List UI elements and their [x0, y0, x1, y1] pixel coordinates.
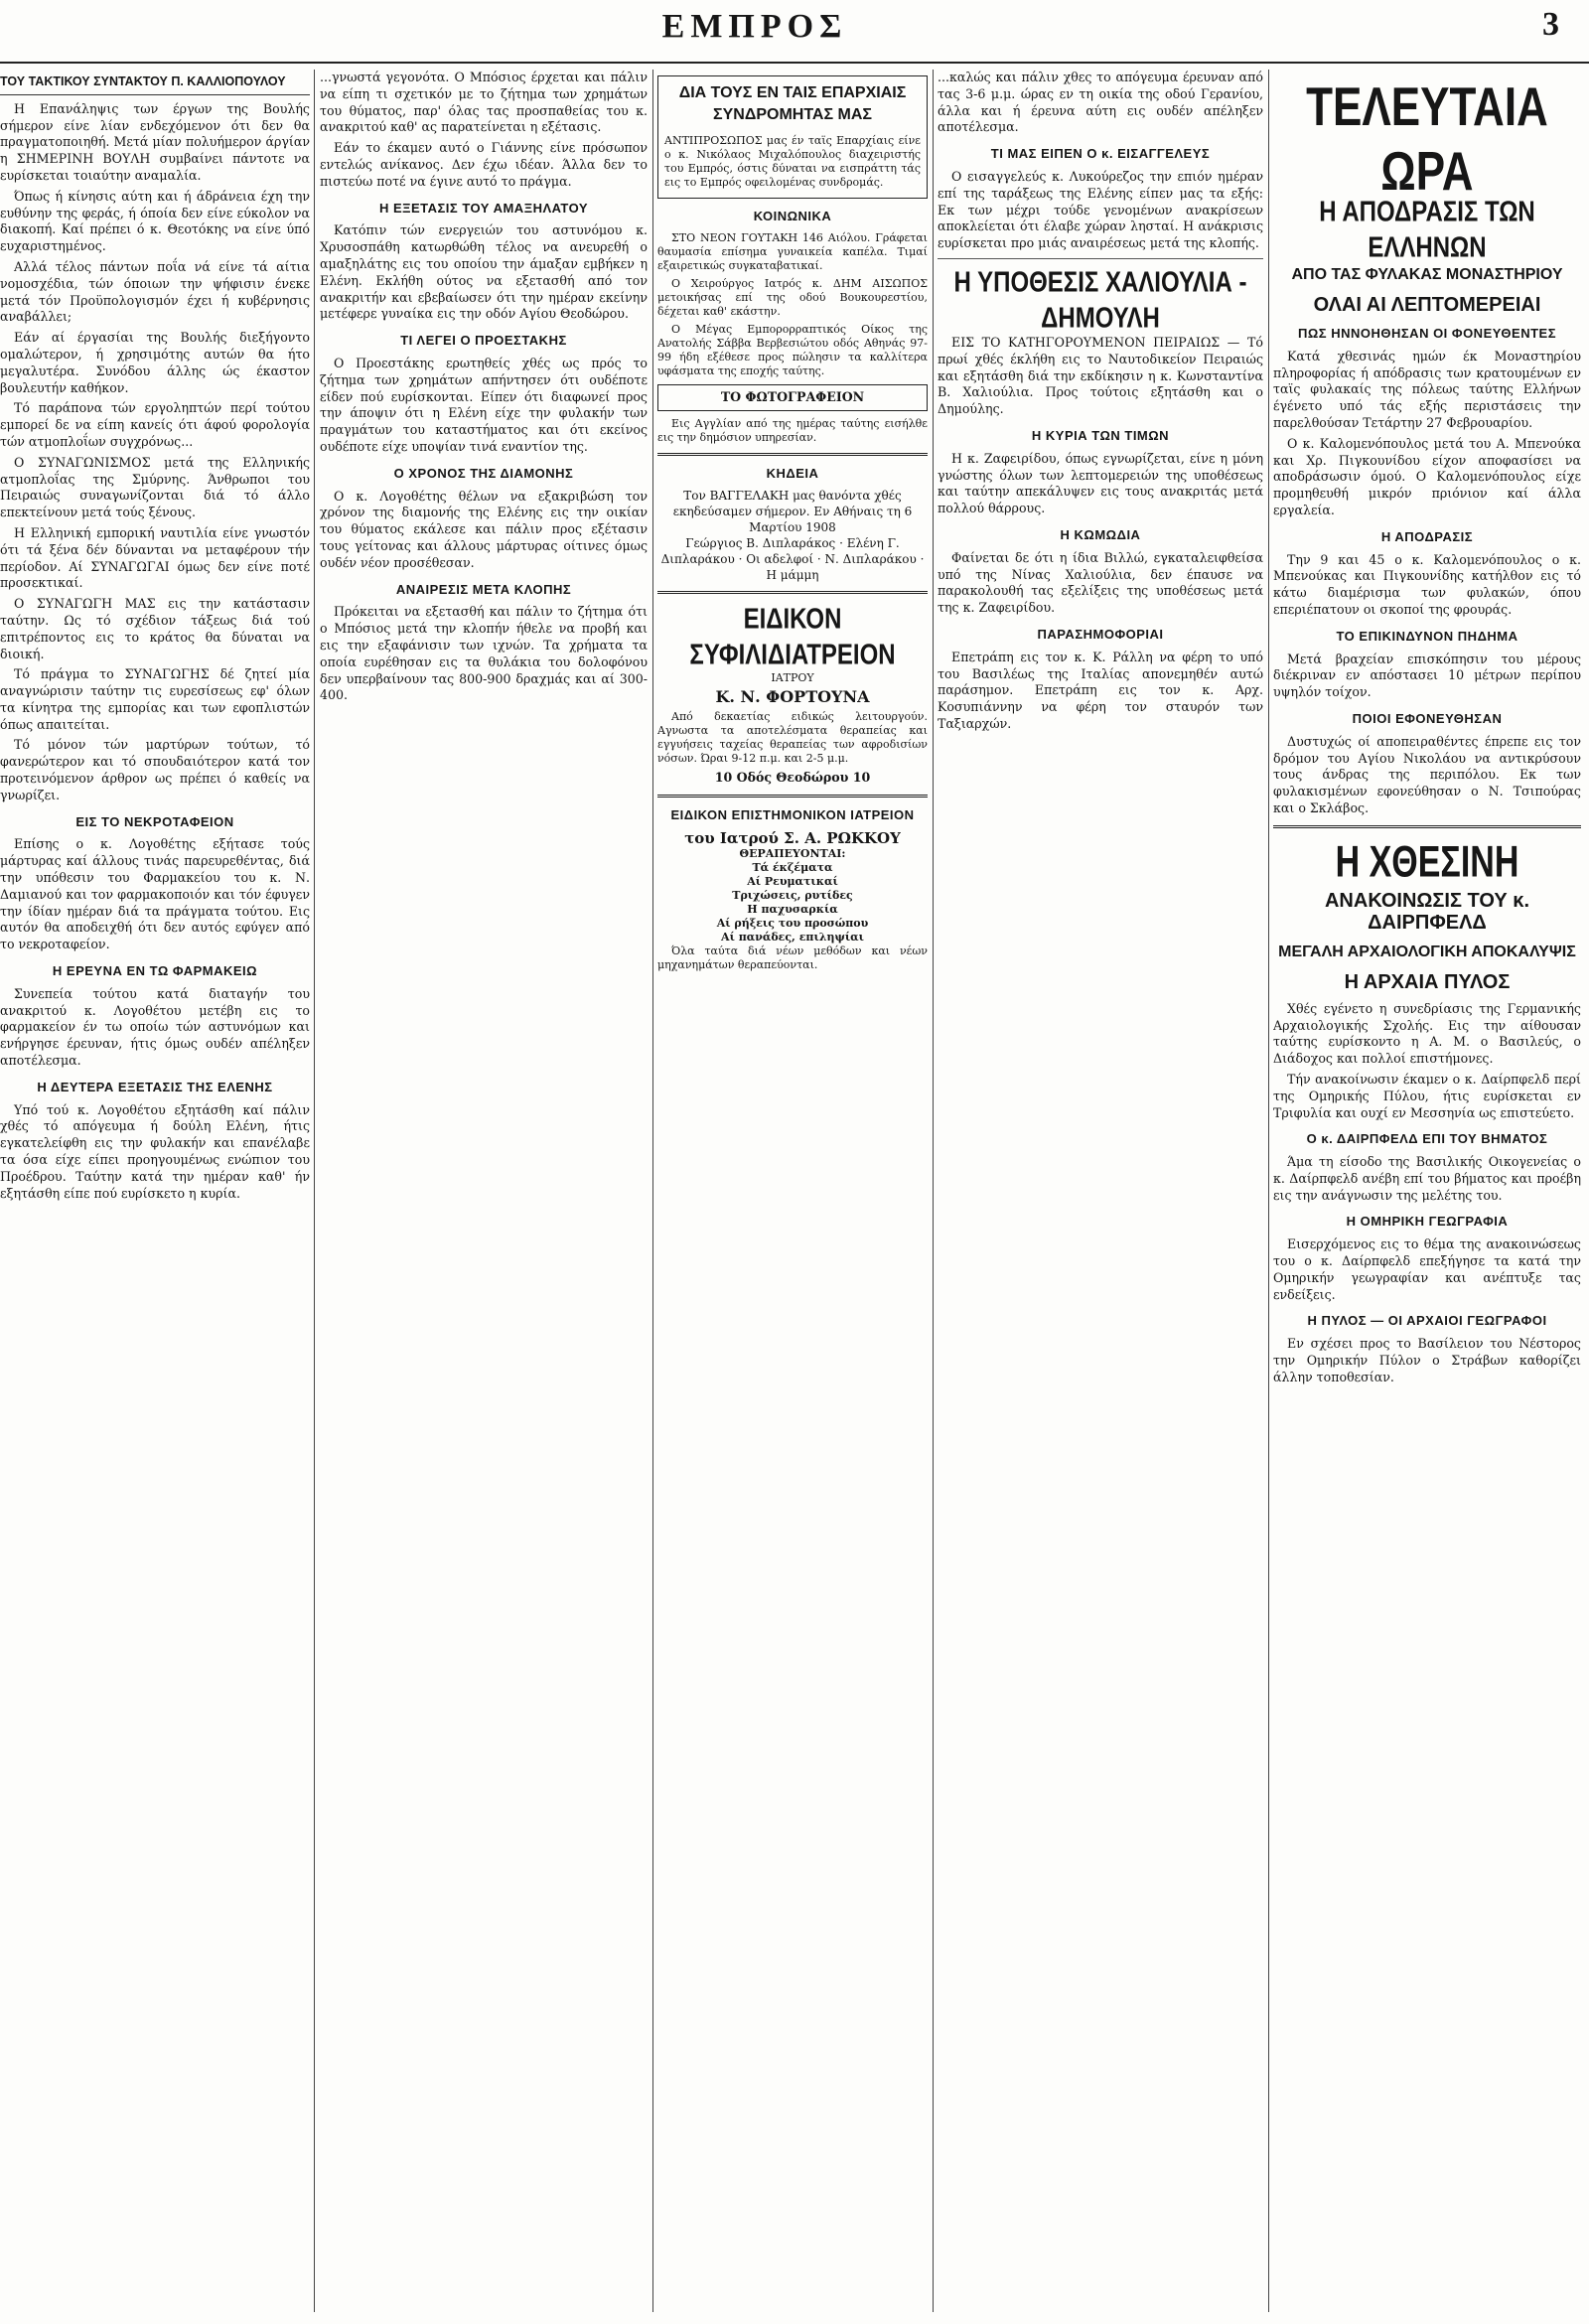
article-headline: Η ΥΠΟΘΕΣΙΣ ΧΑΛΙΟΥΛΙΑ - ΔΗΜΟΥΛΗ	[953, 266, 1247, 335]
photo-studio-ad: ΤΟ ΦΩΤΟΓΡΑΦΕΙΟΝ	[657, 384, 928, 411]
divider	[657, 795, 928, 798]
section-heading: Η ΑΠΟΔΡΑΣΙΣ	[1380, 528, 1474, 544]
clinic-ad-text: Από δεκαετίας ειδικώς λειτουργούν. Αγνωστα τα αποτελέσματα θεραπείας και εγγυήσεις ταχείας θεραπείας των αφροδισίων νόσων. Ώραι 9-12 π.μ. και 2-5 μ.μ.	[657, 710, 928, 766]
article-paragraph: Άμα τη είσοδο της Βασιλικής Οικογενείας ο κ. Δαίρπφελδ ανέβη επί του βήματος και προέβη εις την ανάγνωσιν της μελέτης του.	[1273, 1154, 1581, 1203]
article-paragraph: Όπως ή κίνησις αύτη και ή άδράνεια έχη την ευθύνην της φεράς, ή όποία δεν είνε εύκολον να διακοπή. Καί πρέπει ό κ. Θεοτόκης να είνε ύπό ευχαριστημένος.	[0, 188, 310, 254]
article-subheadline: ΑΠΟ ΤΑΣ ΦΥΛΑΚΑΣ ΜΟΝΑΣΤΗΡΙΟΥ	[1291, 266, 1563, 283]
divider	[657, 453, 928, 456]
article-paragraph: Δυστυχώς οί αποπειραθέντες έπρεπε εις τον δρόμον του Αγίου Νικολάου να αντικρύσουν τους άνδρας της περιπόλου. Εκ των φυλακισμένων εφονεύθησαν ο Ν. Τσιπούρας και ο Σκλάβος.	[1273, 733, 1581, 815]
masthead-rule	[0, 62, 1589, 64]
column-byline: ΤΟΥ ΤΑΚΤΙΚΟΥ ΣΥΝΤΑΚΤΟΥ Π. ΚΑΛΛΙΟΠΟΥΛΟΥ	[0, 70, 310, 95]
section-heading: Η ΚΩΜΩΔΙΑ	[1060, 526, 1141, 542]
clinic2-subtitle: ΘΕΡΑΠΕΥΟΝΤΑΙ:	[739, 846, 846, 860]
article-paragraph: Μετά βραχείαν επισκόπησιν του μέρους διέκριναν εν απόστασει 10 μέτρων περίπου υψηλόν τοίχον.	[1273, 651, 1581, 700]
column-3	[657, 70, 928, 2312]
newspaper-title: ΕΜΠΡΟΣ	[661, 8, 848, 45]
clinic-doctor-name: Κ. Ν. ΦΟΡΤΟΥΝΑ	[715, 687, 870, 707]
article-paragraph: Εάν το έκαμεν αυτό ο Γιάννης είνε πρόσωπον εντελώς ανίκανος. Δεν έχω ιδέαν. Άλλα δεν το πιστεύω ποτέ να έγινε αυτό το πράγμα.	[320, 140, 648, 189]
section-heading: ΠΟΙΟΙ ΕΦΟΝΕΥΘΗΣΑΝ	[1352, 710, 1503, 726]
article-paragraph: Εισερχόμενος εις το θέμα της ανακοινώσεως του ο κ. Δαίρπφελδ επεξήγησε τα κατά την Ομηρικήν γεωγραφίαν και ανέπτυξε τας ενδείξεις.	[1273, 1236, 1581, 1302]
clinic-address: 10 Οδός Θεοδώρου 10	[714, 770, 871, 786]
column-divider	[652, 70, 653, 2312]
clinic2-item: Τριχώσεις, ρυτίδες	[732, 888, 853, 902]
article-paragraph: Αλλά τέλος πάντων ποΐα νά είνε τά αίτια νομοσχέδια, τών όποιων την ψήφισιν ένεκε μετά τόν Προϋπολογισμόν έχει ή κυβέρνησις αναβάλλει;	[0, 258, 310, 325]
page-number: 3	[1542, 6, 1559, 43]
article-paragraph: Εάν αί έργασίαι της Βουλής διεξήγοντο ομαλώτερον, ή χρησιμότης αυτών θα ήτο μεγαλυτέρα. Συνόδου άλλης ώς έκαστον βουλευτήν καθήκον.	[0, 330, 310, 395]
article-paragraph: Επίσης ο κ. Λογοθέτης εξήτασε τούς μάρτυρας καί άλλους τινάς παρευρεθέντας, διά την υπόθεσιν του Φαρμακείου του κ. Ν. Δαμιανού και τον φαρμακοποιόν και τόν έφυγεν την ίδίαν ημέραν διά τα πράγματα τούτου. Εις αυτόν θα αποδειχθή ότι δεν αυτός εφύγεν από το νεκροταφείον.	[0, 836, 310, 952]
article-paragraph: Ο εισαγγελεύς κ. Λυκούρεζος την επιόν ημέραν επί της ταράξεως της Ελένης είπεν μας τα εξής: Εκ των μέχρι τούδε γενομένων ανακρίσεων αποκλείεται ότι έλαβε χώραν λησταί. Η ανάκρισις ευρίσκεται προ μιάς αναιρέσεως μετά της κλοπής.	[938, 168, 1263, 251]
article-subheadline: ΑΝΑΚΟΙΝΩΣΙΣ ΤΟΥ κ. ΔΑΙΡΠΦΕΛΔ	[1324, 889, 1530, 934]
clinic-ad-subtitle: ΙΑΤΡΟΥ	[771, 671, 814, 685]
section-heading: ΠΑΡΑΣΗΜΟΦΟΡΙΑΙ	[1037, 626, 1164, 642]
article-paragraph: Ο κ. Λογοθέτης θέλων να εξακριβώση τον χρόνον της διαμονής της Ελένης εις την οικίαν του θύματος εκάλεσε και πάλιν προς εξέτασιν τους γείτονας και άλλους μάρτυρας οίτινες όμως ουδέν νέον προσέθεσαν.	[320, 488, 648, 570]
article-paragraph: ...καλώς και πάλιν χθες το απόγευμα έρευναν από τας 3-6 μ.μ. ώρας εν τη οικία της οδού Γερανίου, άλλα και ή έρευνα αύτη εις ουδέν απέληξεν αποτέλεσμα.	[938, 70, 1263, 135]
column-1	[0, 70, 310, 2312]
article-headline: Η ΧΘΕΣΙΝΗ	[1335, 837, 1519, 887]
column-divider	[314, 70, 315, 2312]
clinic2-item: Τά έκζέματα	[752, 860, 833, 874]
column-4	[938, 70, 1263, 2312]
article-paragraph: Τό πράγμα το ΣΥΝΑΓΩΓΗΣ δέ ζητεί μία αναγνώρισιν ταύτην τις ευρεσίσεως εφ' όλων τα κίνητρα της εμπορίας και των εφοπλιστών όπως απαιτείται.	[0, 666, 310, 732]
section-heading: ΚΟΙΝΩΝΙΚΑ	[753, 209, 832, 223]
article-paragraph: Ο ΣΥΝΑΓΩΝΙΣΜΟΣ μετά της Ελληνικής ατμοπλοΐας της Σμύρνης. Άνθρωποι του Πειραιώς συναγωνίζονται διά τό άλλο επεκτείνουν μετά τούς ξένους.	[0, 454, 310, 520]
article-paragraph: Εν σχέσει προς το Βασίλειον του Νέστορος την Ομηρικήν Πύλον ο Στράβων καθορίζει άλλην τοποθεσίαν.	[1273, 1336, 1581, 1384]
clinic2-item: Αί πανάδες, επιληψίαι	[721, 930, 864, 944]
article-paragraph: Πρόκειται να εξετασθή και πάλιν το ζήτημα ότι ο Μπόσιος μετά την κλοπήν ήθελε να προβή και εις την εξαφάνισιν των ιχνών. Τα χρήματα τα οποία ευρέθησαν εις τα θυλάκια του δολοφόνου δεν υπερβαίνουν τας 800-900 δραχμάς και αί 300-400.	[320, 604, 648, 703]
section-heading: ΑΝΑΙΡΕΣΙΣ ΜΕΤΑ ΚΛΟΠΗΣ	[395, 581, 572, 597]
article-subheadline: ΜΕΓΑΛΗ ΑΡΧΑΙΟΛΟΓΙΚΗ ΑΠΟΚΑΛΥΨΙΣ	[1278, 943, 1576, 960]
social-item: Εις Αγγλίαν από της ημέρας ταύτης εισήλθε εις την δημόσιον υπηρεσίαν.	[657, 416, 928, 444]
column-divider	[933, 70, 934, 2312]
article-paragraph: Κατά χθεσινάς ημών έκ Μοναστηρίου πληροφορίας ή απόδρασις των κρατουμένων εν ταϊς φυλακαίς της πόλεως ταύτης Ελλήνων έγένετο υπό τάς εξής περιστάσεις την παρελθούσαν Τετάρτην 27 Φεβρουαρίου.	[1273, 348, 1581, 430]
article-paragraph: Κατόπιν τών ενεργειών του αστυνόμου κ. Χρυσοσπάθη κατωρθώθη τέλος να ανευρεθή ο αμαξηλάτης εις του οποίου την άμαξαν εμβήκεν η Ελένη. Εκλήθη ούτος να εξετασθή από τον ανακριτήν και εβεβαίωσεν ότι την ημέραν εκείνην μετέφερε γυναίκα εις την οδόν Αγίου Θεοδώρου.	[320, 222, 648, 322]
section-heading: Η ΟΜΗΡΙΚΗ ΓΕΩΓΡΑΦΙΑ	[1346, 1214, 1509, 1230]
notice-text: ΑΝΤΙΠΡΟΣΩΠΟΣ μας έν ταϊς Επαρχίαις είνε ο κ. Νικόλαος Μιχαλόπουλος διαχειριστής του Εμπρός, όστις δύναται να εισπράττη τάς εις το Εμπρός οφειλομένας συνδρομάς.	[664, 134, 921, 189]
subscriber-notice	[657, 75, 928, 199]
article-paragraph: Ο κ. Καλομενόπουλος μετά του Α. Μπενούκα και Χρ. Πιγκουνίδου είχον αποφασίσει να αποδράσωσιν όμού. Ο Καλομενόπουλος είχε προμηθευθή μικρόν πριόνιον καί άλλα εργαλεία.	[1273, 435, 1581, 517]
clinic2-footer: Όλα ταύτα διά νέων μεθόδων και νέων μηχανημάτων θεραπεύονται.	[657, 944, 928, 971]
funeral-text: Τον ΒΑΓΓΕΛΑΚΗ μας θανόντα χθές εκηδεύσαμεν σήμερον. Εν Αθήναις τη 6 Μαρτίου 1908	[672, 489, 913, 535]
article-subheadline: ΟΛΑΙ ΑΙ ΛΕΠΤΟΜΕΡΕΙΑΙ	[1313, 294, 1541, 316]
funeral-heading: ΚΗΔΕΙΑ	[766, 465, 819, 481]
article-paragraph: Τό παράπονα τών εργοληπτών περί τούτου εμπορεί δε να είπη κανείς ότι άφού φορολογία τών ατμοπλοΐων συγχρόνως...	[0, 400, 310, 449]
article-paragraph: Φαίνεται δε ότι η ίδια Βιλλώ, εγκαταλειφθείσα υπό της Νίνας Χαλιούλια, δεν έπαυσε να παρακολουθή τας εξελίξεις της υποθέσεως μετά της κ. Ζαφειρίδου.	[938, 549, 1263, 616]
article-paragraph: Ο Προεστάκης ερωτηθείς χθές ως πρός το ζήτημα των χρημάτων απήντησεν ότι ουδέποτε είδεν πού ευρίσκονται. Είπεν ότι διαφωνεί προς την άποψιν ότι η Ελένη είχε την φυλακήν των πραγμάτων του καταστήματος και ότι εκείνος ουδέποτε είχε υποψίαν τινά εναντίον της.	[320, 355, 648, 454]
section-heading: Ο ΧΡΟΝΟΣ ΤΗΣ ΔΙΑΜΟΝΗΣ	[393, 465, 574, 481]
article-paragraph: Η Επανάληψις των έργων της Βουλής σήμερον είνε λίαν ενδεχόμενον ότι δεν θα πραγματοποιηθή. Μετά μίαν πολυήμερον άργίαν η ΣΗΜΕΡΙΝΗ ΒΟΥΛΗ συμβαίνει πάντοτε να ευρίσκεται τοιαύτην αναμαλία.	[0, 100, 310, 183]
column-2	[320, 70, 648, 2312]
section-heading: Η ΔΕΥΤΕΡΑ ΕΞΕΤΑΣΙΣ ΤΗΣ ΕΛΕΝΗΣ	[37, 1079, 273, 1094]
divider	[657, 591, 928, 594]
section-heading: Η ΚΥΡΙΑ ΤΩΝ ΤΙΜΩΝ	[1031, 427, 1170, 443]
social-item: ΣΤΟ ΝΕΟΝ ΓΟΥΤΑΚΗ 146 Αιόλου. Γράφεται θαυμασία επίσημα γυναικεία καπέλα. Τιμαί εξαιρετικώς συγκαταβατικαί.	[657, 230, 928, 272]
section-heading: ΤΟ ΕΠΙΚΙΝΔΥΝΟΝ ΠΗΔΗΜΑ	[1336, 628, 1518, 644]
article-paragraph: Η κ. Ζαφειρίδου, όπως εγνωρίζεται, είνε η μόνη γνώστης όλων των λεπτομερειών της υποθέσεως και ταύτην απεκάλυψεν εις τους ανακριτάς μετά πολλού θάρρους.	[938, 450, 1263, 516]
article-paragraph: Τό μόνον τών μαρτύρων τούτων, τό φανερώτερον και τό σπουδαιότερον κατά τον προτεινόμενον άρθρον ως πρέπει ό καθείς να γνωρίζει.	[0, 737, 310, 802]
article-paragraph: Συνεπεία τούτου κατά διαταγήν του ανακριτού κ. Λογοθέτου μετέβη εις το φαρμακείον έν τω οποίω τών αστυνόμων και ενήργησε έρευναν, ήτις όμως ουδέν απέληξεν αποτέλεσμα.	[0, 985, 310, 1069]
article-paragraph: Ο ΣΥΝΑΓΩΓΗ ΜΑΣ εις την κατάστασιν ταύτην. Ως τό σχέδιον τάξεως διά τού επιτρέποντος εις το κράτος θα δύναται να διοική.	[0, 596, 310, 661]
section-heading: ΕΙΣ ΤΟ ΝΕΚΡΟΤΑΦΕΙΟΝ	[75, 813, 234, 829]
column-5	[1273, 70, 1581, 2312]
article-paragraph: Την 9 και 45 ο κ. Καλομενόπουλος ο κ. Μπενούκας και Πιγκουνίδης κατήλθον εις τό κάτω διαμέρισμα των φυλακών, όπου επεριέπατουν οι σκοποί της φρουράς.	[1273, 551, 1581, 617]
section-heading: ΠΩΣ ΗΝΝΟΗΘΗΣΑΝ ΟΙ ΦΟΝΕΥΘΕΝΤΕΣ	[1297, 326, 1556, 341]
article-headline: Η ΑΠΟΔΡΑΣΙΣ ΤΩΝ ΕΛΛΗΝΩΝ	[1319, 196, 1535, 264]
section-heading: Η ΕΞΕΤΑΣΙΣ ΤΟΥ ΑΜΑΞΗΛΑΤΟΥ	[378, 200, 589, 216]
notice-title: ΔΙΑ ΤΟΥΣ ΕΝ ΤΑΙΣ ΕΠΑΡΧΙΑΙΣ ΣΥΝΔΡΟΜΗΤΑΣ ΜΑΣ	[678, 84, 907, 123]
article-subheadline: Η ΑΡΧΑΙΑ ΠΥΛΟΣ	[1344, 970, 1511, 993]
clinic2-item: Αί Ρευματικαί	[747, 874, 838, 888]
section-heading: ΤΙ ΛΕΓΕΙ Ο ΠΡΟΕΣΤΑΚΗΣ	[400, 333, 567, 349]
column-divider	[1268, 70, 1269, 2312]
article-paragraph: Υπό τού κ. Λογοθέτου εξητάσθη καί πάλιν χθές τό απόγευμα ή δούλη Ελένη, ήτις εγκατελείφθη εις την φυλακήν και επανέλαβε τα όσα είχε είπει προηγουμένως ενώπιον του Προέδρου. Ταύτην κατά την ημέραν καθ' ήν εξητάσθη είπε πού ευρίσκετο η κυρία.	[0, 1101, 310, 1201]
funeral-names: Γεώργιος Β. Διπλαράκος · Ελένη Γ. Διπλαράκου · Οι αδελφοί · Ν. Διπλαράκου · Η μάμμη	[660, 536, 925, 583]
article-paragraph: Τήν ανακοίνωσιν έκαμεν ο κ. Δαίρπφελδ περί της Ομηρικής Πύλου, ήτις ευρίσκεται εν Τριφυλία και ουχί εν Μεσσηνία ως επιστεύετο.	[1273, 1071, 1581, 1120]
section-heading: Η ΕΡΕΥΝΑ ΕΝ ΤΩ ΦΑΡΜΑΚΕΙΩ	[52, 963, 258, 979]
article-paragraph: Επετράπη εις τον κ. Κ. Ράλλη να φέρη το υπό του Βασιλέως της Ιταλίας απονεμηθέν αυτώ παράσημον. Επετράπη εις τον κ. Αρχ. Κοσυπιάννην να φέρη τον σταυρόν των Ταξιαρχών.	[938, 649, 1263, 731]
last-hour-title: ΤΕΛΕΥΤΑΙΑ ΩΡΑ	[1306, 76, 1548, 203]
clinic2-item: Η παχυσαρκία	[747, 902, 838, 916]
article-paragraph: Η Ελληνική εμπορική ναυτιλία είνε γνωστόν ότι τά ξένα δέν δύνανται να μεταφέρουν τήν περίοδον. Αί ΣΥΝΑΓΩΓΑΙ όμως δεν είνε ποτέ προσεκτικαί.	[0, 524, 310, 591]
section-heading: Η ΠΥΛΟΣ — ΟΙ ΑΡΧΑΙΟΙ ΓΕΩΓΡΑΦΟΙ	[1307, 1313, 1547, 1329]
social-item: Ο Μέγας Εμπορορραπτικός Οίκος της Ανατολής Σάββα Βερβεσιώτου οδός Αθηνάς 97-99 ήδη εξέθεσε προς πώλησιν τα καλλίτερα υφάσματα της εποχής ταύτης.	[657, 322, 928, 377]
clinic2-item: Αί ρήξεις του προσώπου	[716, 916, 869, 930]
social-item: Ο Χειρούργος Ιατρός κ. ΔΗΜ ΑΙΣΩΠΟΣ μετοικήσας επί της οδού Βουκουρεστίου, δέχεται καθ' εκάστην.	[657, 276, 928, 318]
clinic-ad-title: ΕΙΔΙΚΟΝ ΣΥΦΙΛΙΔΙΑΤΡΕΙΟΝ	[689, 603, 896, 671]
divider	[938, 258, 1263, 259]
article-paragraph: Χθές εγένετο η συνεδρίασις της Γερμανικής Αρχαιολογικής Σχολής. Εις την αίθουσαν ταύτης ευρίσκοντο η Α. Μ. ο Βασιλεύς, ο Διάδοχος και πολλοί επιστήμονες.	[1273, 1000, 1581, 1067]
clinic2-title: ΕΙΔΙΚΟΝ ΕΠΙΣΤΗΜΟΝΙΚΟΝ ΙΑΤΡΕΙΟΝ	[670, 806, 915, 822]
masthead	[0, 0, 1589, 70]
section-heading: ΤΙ ΜΑΣ ΕΙΠΕΝ Ο κ. ΕΙΣΑΓΓΕΛΕΥΣ	[990, 146, 1211, 162]
clinic2-doctor: του Ιατρού Σ. Α. ΡΩΚΚΟΥ	[684, 828, 901, 847]
article-paragraph: ...γνωστά γεγονότα. Ο Μπόσιος έρχεται και πάλιν να είπη τι σχετικόν με το ζήτημα των χρημάτων του θύματος, παρ' όλας τας προσπαθείας του κ. ανακριτού καθ' ας παρατείνεται η εξέτασις.	[320, 70, 648, 135]
section-heading: Ο κ. ΔΑΙΡΠΦΕΛΔ ΕΠΙ ΤΟΥ ΒΗΜΑΤΟΣ	[1306, 1131, 1548, 1147]
article-paragraph: ΕΙΣ ΤΟ ΚΑΤΗΓΟΡΟΥΜΕΝΟΝ ΠΕΙΡΑΙΩΣ — Τό πρωί χθές έκλήθη εις το Ναυτοδικείον Πειραιώς και εξητάσθη διά την εκδίκησιν η κ. Κωνσταντίνα Β. Χαλιούλια. Προς τούτοις εξητάσθη και ο Δημούλης.	[938, 334, 1263, 417]
divider	[1273, 825, 1581, 828]
